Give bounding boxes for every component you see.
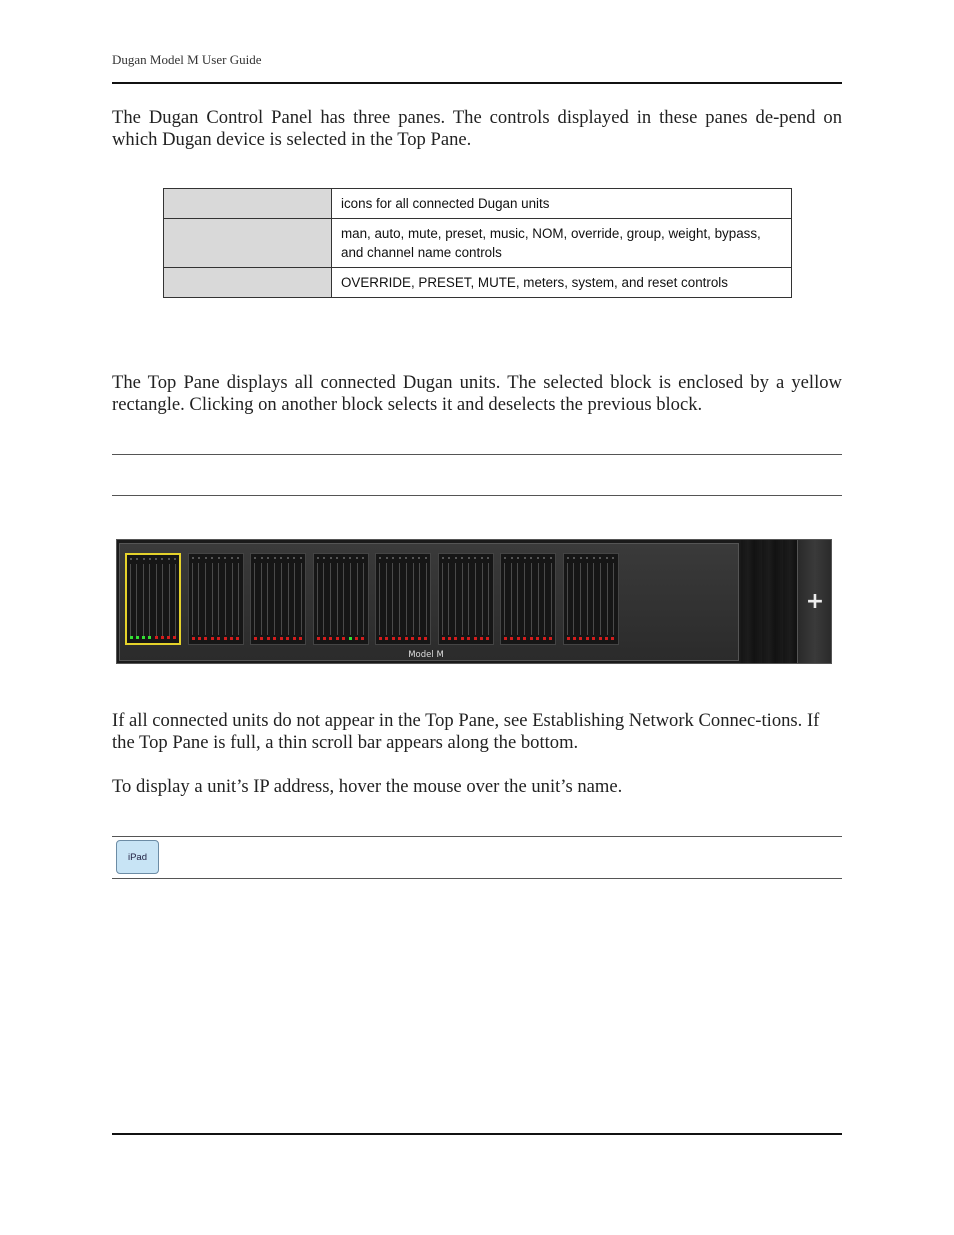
channel-meter-bar: [330, 563, 331, 635]
channel-meter-bar: [254, 563, 255, 635]
channel-meter-bar: [212, 563, 213, 635]
channel-meter-bar: [301, 563, 302, 635]
channel-dot: [267, 557, 269, 559]
channel-led-off: [254, 637, 257, 640]
table-row: [164, 268, 792, 298]
channel-dot: [461, 557, 463, 559]
channel-dot: [487, 557, 489, 559]
channel-meter-bar: [482, 563, 483, 635]
channel-meter-bar: [613, 563, 614, 635]
channel-led-off: [543, 637, 546, 640]
channel-led-off: [385, 637, 388, 640]
channel-led-off: [236, 637, 239, 640]
channel-led-off: [273, 637, 276, 640]
channel-led-off: [230, 637, 233, 640]
channel-meter-bar: [538, 563, 539, 635]
channel-led-off: [323, 637, 326, 640]
channel-meter-bar: [587, 563, 588, 635]
channel-dot: [606, 557, 608, 559]
pane-description-cell: OVERRIDE, PRESET, MUTE, meters, system, and reset controls: [332, 268, 792, 298]
channel-meter-bar: [511, 563, 512, 635]
channel-led-on: [349, 637, 352, 640]
channel-led-off: [155, 636, 158, 639]
channel-meter-bar: [267, 563, 268, 635]
intro-paragraph: The Dugan Control Panel has three panes. The controls displayed in these panes de-pend on which Dugan device is selected in the Top Pane.: [112, 107, 842, 150]
channel-led-off: [592, 637, 595, 640]
channel-led-off: [405, 637, 408, 640]
channel-meter-bar: [175, 564, 176, 636]
channel-dot: [349, 557, 351, 559]
channel-led-off: [517, 637, 520, 640]
network-paragraph: If all connected units do not appear in the Top Pane, see Establishing Network Connec-tions. If the Top Pane is full, a thin scroll bar appears along the bottom.: [112, 710, 820, 753]
channel-dot: [573, 557, 575, 559]
channel-led-off: [442, 637, 445, 640]
channel-dot: [143, 558, 145, 560]
channel-meter-bar: [232, 563, 233, 635]
channel-dot: [543, 557, 545, 559]
channel-dot: [161, 558, 163, 560]
channel-dot: [425, 557, 427, 559]
table-row: [164, 219, 792, 268]
channel-meter-bar: [379, 563, 380, 635]
channel-dot: [448, 557, 450, 559]
channel-led-off: [599, 637, 602, 640]
panes-table: [163, 188, 792, 298]
unit-block[interactable]: [188, 553, 244, 645]
channel-led-off: [586, 637, 589, 640]
channel-meter-bar: [261, 563, 262, 635]
channel-led-off: [454, 637, 457, 640]
channel-dot: [599, 557, 601, 559]
channel-led-off: [486, 637, 489, 640]
channel-leds: [379, 637, 427, 640]
channel-meter-bar: [392, 563, 393, 635]
channel-meter-bar: [317, 563, 318, 635]
channel-led-off: [530, 637, 533, 640]
channel-dot: [379, 557, 381, 559]
channel-dot: [586, 557, 588, 559]
channel-led-off: [267, 637, 270, 640]
channel-led-off: [329, 637, 332, 640]
channel-dot: [274, 557, 276, 559]
channel-meters: [254, 563, 302, 635]
channel-dot: [280, 557, 282, 559]
section-rule-bottom: [112, 495, 842, 496]
channel-meter-bar: [406, 563, 407, 635]
channel-dot: [455, 557, 457, 559]
channel-meter-bar: [192, 563, 193, 635]
channel-meter-bar: [198, 563, 199, 635]
channel-led-on: [130, 636, 133, 639]
channel-dot: [198, 557, 200, 559]
pane-description-cell: icons for all connected Dugan units: [332, 189, 792, 219]
add-unit-button[interactable]: +: [797, 540, 832, 663]
channel-meters: [192, 563, 240, 635]
channel-indicators: [130, 558, 176, 560]
pane-description-cell: man, auto, mute, preset, music, NOM, override, group, weight, bypass, and channel name controls: [332, 219, 792, 268]
channel-dot: [537, 557, 539, 559]
channel-led-off: [198, 637, 201, 640]
channel-meter-bar: [130, 564, 131, 636]
channel-meter-bar: [573, 563, 574, 635]
channel-dot: [362, 557, 364, 559]
channel-dot: [530, 557, 532, 559]
channel-led-off: [361, 637, 364, 640]
channel-led-off: [317, 637, 320, 640]
channel-dot: [343, 557, 345, 559]
channel-meters: [379, 563, 427, 635]
channel-led-off: [411, 637, 414, 640]
channel-meter-bar: [218, 563, 219, 635]
channel-led-off: [567, 637, 570, 640]
channel-led-off: [605, 637, 608, 640]
ip-paragraph: To display a unit’s IP address, hover the mouse over the unit’s name.: [112, 776, 623, 797]
channel-dot: [468, 557, 470, 559]
channel-dot: [323, 557, 325, 559]
footer-rule: [112, 1133, 842, 1135]
channel-led-off: [424, 637, 427, 640]
channel-led-off: [173, 636, 176, 639]
channel-led-off: [286, 637, 289, 640]
channel-led-off: [167, 636, 170, 639]
channel-led-off: [204, 637, 207, 640]
channel-meter-bar: [294, 563, 295, 635]
channel-dot: [136, 558, 138, 560]
note-rule-top: [112, 836, 842, 837]
channel-dot: [168, 558, 170, 560]
channel-leds: [130, 636, 176, 639]
unit-block[interactable]: [313, 553, 369, 645]
channel-dot: [418, 557, 420, 559]
channel-dot: [287, 557, 289, 559]
top-pane-figure: [116, 539, 832, 664]
channel-meters: [442, 563, 490, 635]
channel-led-off: [161, 636, 164, 639]
channel-leds: [192, 637, 240, 640]
channel-dot: [474, 557, 476, 559]
channel-dot: [174, 558, 176, 560]
channel-indicators: [192, 557, 240, 559]
channel-dot: [336, 557, 338, 559]
unit-name-label[interactable]: Model M: [408, 650, 444, 660]
channel-led-off: [474, 637, 477, 640]
channel-dot: [386, 557, 388, 559]
channel-meter-bar: [205, 563, 206, 635]
channel-dot: [205, 557, 207, 559]
channel-meter-bar: [143, 564, 144, 636]
running-header: Dugan Model M User Guide: [112, 52, 262, 67]
channel-dot: [293, 557, 295, 559]
channel-dot: [392, 557, 394, 559]
channel-meter-bar: [531, 563, 532, 635]
channel-meter-bar: [399, 563, 400, 635]
channel-led-off: [480, 637, 483, 640]
channel-meter-bar: [567, 563, 568, 635]
channel-indicators: [254, 557, 302, 559]
channel-dot: [524, 557, 526, 559]
unit-block[interactable]: [500, 553, 556, 645]
channel-led-off: [573, 637, 576, 640]
channel-dot: [155, 558, 157, 560]
channel-led-off: [260, 637, 263, 640]
channel-meter-bar: [455, 563, 456, 635]
channel-led-off: [217, 637, 220, 640]
channel-led-off: [379, 637, 382, 640]
section-rule-top: [112, 454, 842, 455]
channel-meter-bar: [343, 563, 344, 635]
channel-led-off: [611, 637, 614, 640]
channel-meter-bar: [448, 563, 449, 635]
ipad-button[interactable]: iPad: [116, 840, 159, 874]
channel-meter-bar: [156, 564, 157, 636]
unit-block[interactable]: [375, 553, 431, 645]
channel-led-off: [355, 637, 358, 640]
channel-meter-bar: [580, 563, 581, 635]
channel-meter-bar: [524, 563, 525, 635]
channel-indicators: [379, 557, 427, 559]
channel-led-off: [523, 637, 526, 640]
pane-name-cell: [164, 189, 332, 219]
channel-led-off: [336, 637, 339, 640]
channel-dot: [517, 557, 519, 559]
channel-led-on: [148, 636, 151, 639]
channel-leds: [567, 637, 615, 640]
channel-meter-bar: [551, 563, 552, 635]
channel-meter-bar: [488, 563, 489, 635]
channel-dot: [580, 557, 582, 559]
channel-dot: [224, 557, 226, 559]
channel-dot: [399, 557, 401, 559]
channel-led-off: [211, 637, 214, 640]
channel-meters: [504, 563, 552, 635]
channel-dot: [405, 557, 407, 559]
channel-indicators: [504, 557, 552, 559]
channel-led-off: [418, 637, 421, 640]
channel-indicators: [317, 557, 365, 559]
channel-dot: [192, 557, 194, 559]
channel-led-off: [510, 637, 513, 640]
channel-led-off: [293, 637, 296, 640]
top-pane-paragraph: The Top Pane displays all connected Dugan units. The selected block is enclosed by a yellow rectangle. Clicking on another block selects it and deselects the previous block.: [112, 372, 842, 415]
channel-meter-bar: [544, 563, 545, 635]
channel-dot: [261, 557, 263, 559]
channel-meter-bar: [350, 563, 351, 635]
channel-meters: [317, 563, 365, 635]
channel-led-off: [398, 637, 401, 640]
channel-dot: [130, 558, 132, 560]
channel-led-off: [504, 637, 507, 640]
channel-meter-bar: [593, 563, 594, 635]
unit-block[interactable]: [250, 553, 306, 645]
table-row: [164, 189, 792, 219]
channel-leds: [442, 637, 490, 640]
channel-dot: [593, 557, 595, 559]
channel-leds: [317, 637, 365, 640]
channel-meter-bar: [288, 563, 289, 635]
channel-meter-bar: [386, 563, 387, 635]
note-rule-bottom: [112, 878, 842, 879]
channel-meter-bar: [504, 563, 505, 635]
channel-led-off: [579, 637, 582, 640]
channel-dot: [211, 557, 213, 559]
channel-dot: [412, 557, 414, 559]
channel-indicators: [442, 557, 490, 559]
channel-dot: [356, 557, 358, 559]
channel-led-off: [192, 637, 195, 640]
channel-meters: [567, 563, 615, 635]
unit-block[interactable]: [438, 553, 494, 645]
channel-meter-bar: [419, 563, 420, 635]
channel-dot: [330, 557, 332, 559]
channel-meter-bar: [357, 563, 358, 635]
channel-meter-bar: [281, 563, 282, 635]
channel-dot: [550, 557, 552, 559]
pane-name-cell: [164, 268, 332, 298]
channel-led-off: [461, 637, 464, 640]
channel-meter-bar: [363, 563, 364, 635]
channel-dot: [254, 557, 256, 559]
channel-meter-bar: [225, 563, 226, 635]
channel-led-off: [467, 637, 470, 640]
channel-dot: [504, 557, 506, 559]
unit-rack: [119, 543, 739, 661]
channel-dot: [481, 557, 483, 559]
channel-led-off: [392, 637, 395, 640]
unit-block-selected[interactable]: [125, 553, 181, 645]
channel-meter-bar: [337, 563, 338, 635]
channel-meter-bar: [274, 563, 275, 635]
channel-meters: [130, 564, 176, 636]
channel-dot: [218, 557, 220, 559]
channel-leds: [504, 637, 552, 640]
header-rule: [112, 82, 842, 84]
channel-meter-bar: [162, 564, 163, 636]
channel-meter-bar: [169, 564, 170, 636]
channel-dot: [612, 557, 614, 559]
channel-led-off: [224, 637, 227, 640]
channel-dot: [567, 557, 569, 559]
channel-led-off: [299, 637, 302, 640]
channel-led-on: [136, 636, 139, 639]
channel-meter-bar: [600, 563, 601, 635]
channel-meter-bar: [413, 563, 414, 635]
channel-led-off: [280, 637, 283, 640]
channel-dot: [317, 557, 319, 559]
channel-led-on: [142, 636, 145, 639]
channel-leds: [254, 637, 302, 640]
channel-dot: [237, 557, 239, 559]
channel-dot: [511, 557, 513, 559]
channel-led-off: [448, 637, 451, 640]
channel-meter-bar: [238, 563, 239, 635]
channel-led-off: [536, 637, 539, 640]
channel-dot: [442, 557, 444, 559]
pane-name-cell: [164, 219, 332, 268]
channel-indicators: [567, 557, 615, 559]
channel-led-off: [342, 637, 345, 640]
channel-meter-bar: [462, 563, 463, 635]
channel-meter-bar: [517, 563, 518, 635]
channel-meter-bar: [475, 563, 476, 635]
channel-meter-bar: [136, 564, 137, 636]
channel-dot: [231, 557, 233, 559]
channel-meter-bar: [468, 563, 469, 635]
channel-meter-bar: [323, 563, 324, 635]
channel-meter-bar: [607, 563, 608, 635]
channel-meter-bar: [442, 563, 443, 635]
channel-led-off: [549, 637, 552, 640]
channel-dot: [300, 557, 302, 559]
channel-meter-bar: [149, 564, 150, 636]
channel-dot: [149, 558, 151, 560]
unit-block[interactable]: [563, 553, 619, 645]
channel-meter-bar: [426, 563, 427, 635]
